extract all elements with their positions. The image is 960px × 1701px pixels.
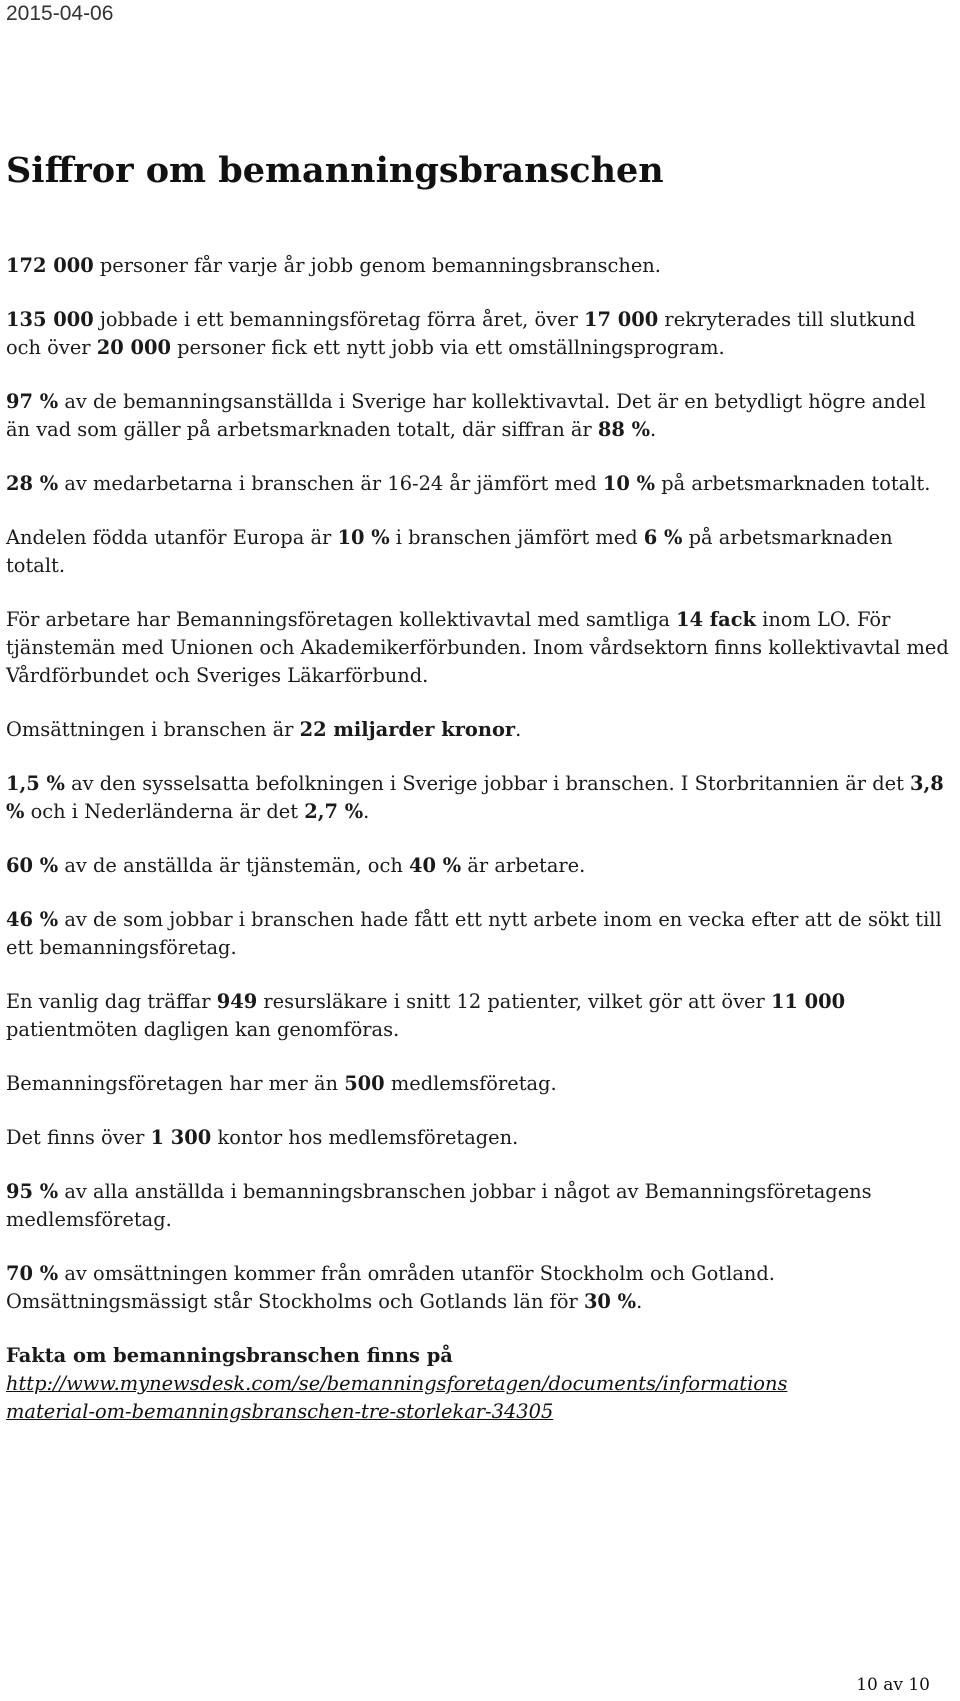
info-link-line-2[interactable]: material-om-bemanningsbranschen-tre-storlekar-34305 (6, 1400, 554, 1423)
paragraph-new-job-within-week: 46 % av de som jobbar i branschen hade fått ett nytt arbete inom en vecka efter att de sökt till ett bemanningsföretag. (6, 908, 942, 959)
paragraph-member-employees: 95 % av alla anställda i bemanningsbranschen jobbar i något av Bemanningsföretagens medlemsföretag. (6, 1180, 872, 1231)
info-link-line-1[interactable]: http://www.mynewsdesk.com/se/bemanningsforetagen/documents/informations (6, 1372, 788, 1395)
document-date: 2015-04-06 (6, 2, 114, 25)
paragraph-turnover: Omsättningen i branschen är 22 miljarder kronor. (6, 718, 522, 741)
paragraph-white-collar-share: 60 % av de anställda är tjänstemän, och 40 % är arbetare. (6, 854, 586, 877)
paragraph-born-outside-europe: Andelen födda utanför Europa är 10 % i branschen jämfört med 6 % på arbetsmarknaden totalt. (6, 526, 893, 577)
paragraph-employment-share: 1,5 % av den sysselsatta befolkningen i Sverige jobbar i branschen. I Storbritannien är det 3,8 % och i Nederländerna är det 2,7 %. (6, 772, 944, 823)
paragraph-staffing-employees: 135 000 jobbade i ett bemanningsföretag förra året, över 17 000 rekryterades till slutkund och över 20 000 personer fick ett nytt jobb via ett omställningsprogram. (6, 308, 916, 359)
fakta-heading: Fakta om bemanningsbranschen finns på (6, 1344, 453, 1367)
page-number: 10 av 10 (856, 1675, 930, 1695)
paragraph-offices: Det finns över 1 300 kontor hos medlemsföretagen. (6, 1126, 519, 1149)
paragraph-member-companies: Bemanningsföretagen har mer än 500 medlemsföretag. (6, 1072, 557, 1095)
page-title: Siffror om bemanningsbranschen (6, 150, 664, 191)
paragraph-regional-turnover: 70 % av omsättningen kommer från områden utanför Stockholm och Gotland. Omsättningsmässigt står Stockholms och Gotlands län för 30 %. (6, 1262, 775, 1313)
paragraph-doctors: En vanlig dag träffar 949 resursläkare i snitt 12 patienter, vilket gör att över 11 000 patientmöten dagligen kan genomföras. (6, 990, 846, 1041)
paragraph-unions: För arbetare har Bemanningsföretagen kollektivavtal med samtliga 14 fack inom LO. För tjänstemän med Unionen och Akademikerförbunden. Inom vårdsektorn finns kollektivavtal med Vårdförbundet och Sveriges Läkarförbund. (6, 608, 949, 687)
paragraph-people-per-year: 172 000 personer får varje år jobb genom bemanningsbranschen. (6, 254, 661, 277)
paragraph-collective-agreement: 97 % av de bemanningsanställda i Sverige har kollektivavtal. Det är en betydligt högre andel än vad som gäller på arbetsmarknaden totalt, där siffran är 88 %. (6, 390, 926, 441)
document-body (6, 252, 956, 1426)
paragraph-age-share: 28 % av medarbetarna i branschen är 16-24 år jämfört med 10 % på arbetsmarknaden totalt. (6, 472, 931, 495)
